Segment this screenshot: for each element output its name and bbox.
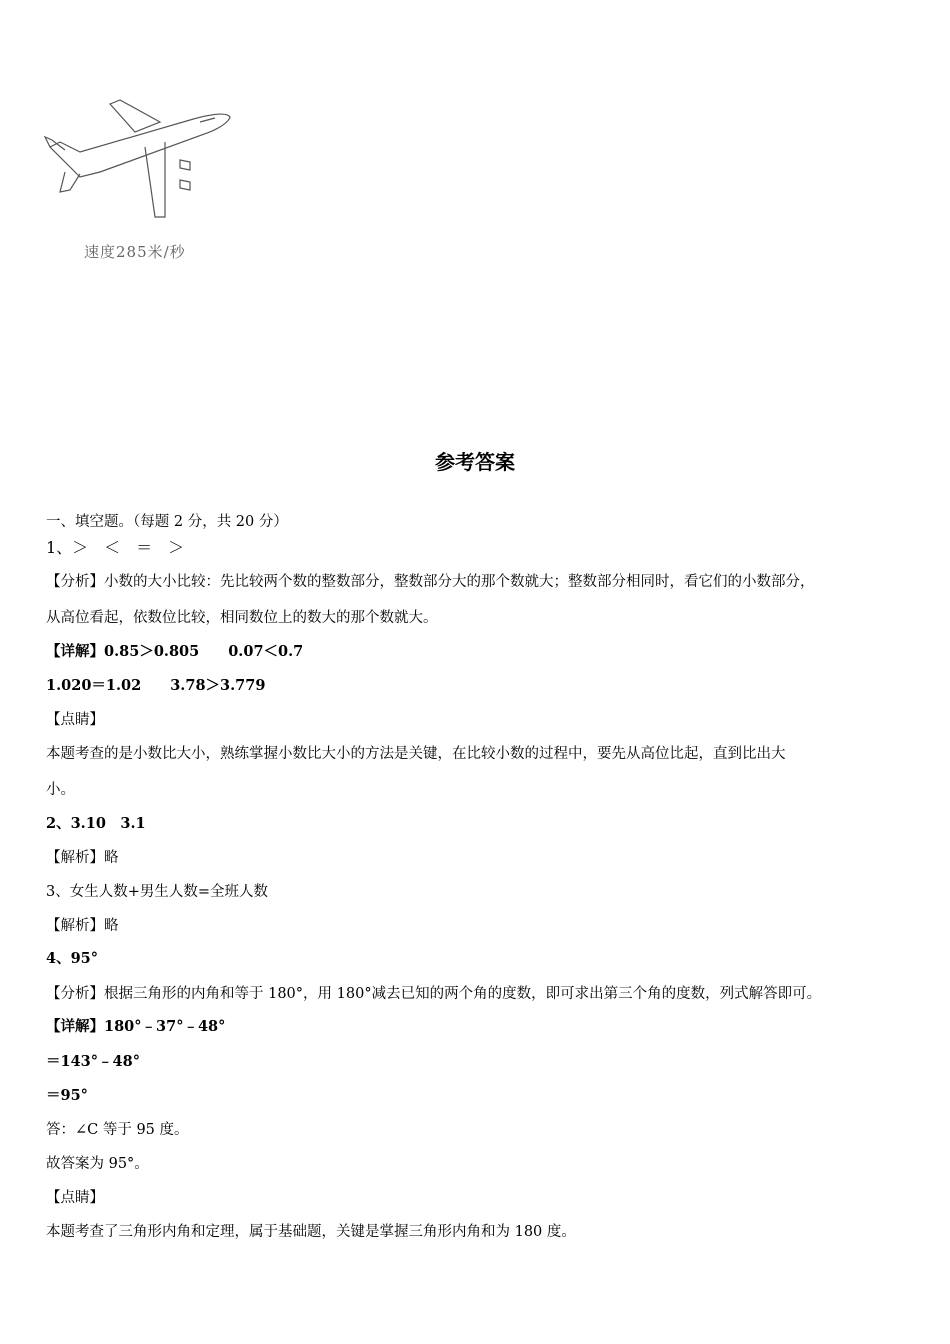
answer-statement-4: 答：∠C 等于 95 度。 [46, 1122, 189, 1138]
section-heading: 一、填空题。（每题 2 分，共 20 分） [46, 514, 288, 530]
explanation-3: 【解析】略 [46, 918, 119, 934]
answer-3: 3、女生人数+男生人数=全班人数 [46, 884, 269, 900]
answer-4: 4、95° [46, 950, 99, 967]
figure-caption: 速度285米/秒 [84, 243, 186, 261]
analysis-1: 【分析】小数的大小比较：先比较两个数的整数部分，整数部分大的那个数就大；整数部分相同时，看它们的小数部分， [46, 574, 815, 590]
detail-1: 【详解】0.85＞0.805 0.07＜0.7 [46, 643, 304, 660]
detail-4: 【详解】180°﹣37°﹣48° [46, 1018, 226, 1035]
answer-title: 参考答案 [435, 450, 515, 474]
comment-4: 本题考查了三角形内角和定理，属于基础题，关键是掌握三角形内角和为 180 度。 [46, 1224, 576, 1240]
airplane-illustration [40, 92, 240, 227]
answer-2: 2、3.10 3.1 [46, 815, 146, 832]
comment-1: 本题考查的是小数比大小，熟练掌握小数比大小的方法是关键，在比较小数的过程中，要先从高位比起，直到比出大 [46, 746, 786, 762]
comment-1-cont: 小。 [46, 782, 75, 798]
analysis-1-cont: 从高位看起，依数位比较，相同数位上的数大的那个数就大。 [46, 610, 438, 626]
detail-4-step2: ＝143°﹣48° [46, 1053, 140, 1070]
detail-4-step3: ＝95° [46, 1087, 88, 1104]
comment-label-4: 【点睛】 [46, 1190, 104, 1206]
explanation-2: 【解析】略 [46, 850, 119, 866]
comment-label-1: 【点睛】 [46, 712, 104, 728]
final-answer-4: 故答案为 95°。 [46, 1156, 149, 1172]
answer-1: 1、＞ ＜ ＝ ＞ [46, 538, 185, 557]
detail-1-cont: 1.020＝1.02 3.78＞3.779 [46, 677, 266, 694]
analysis-4: 【分析】根据三角形的内角和等于 180°，用 180°减去已知的两个角的度数，即可求出第三个角的度数，列式解答即可。 [46, 986, 822, 1002]
